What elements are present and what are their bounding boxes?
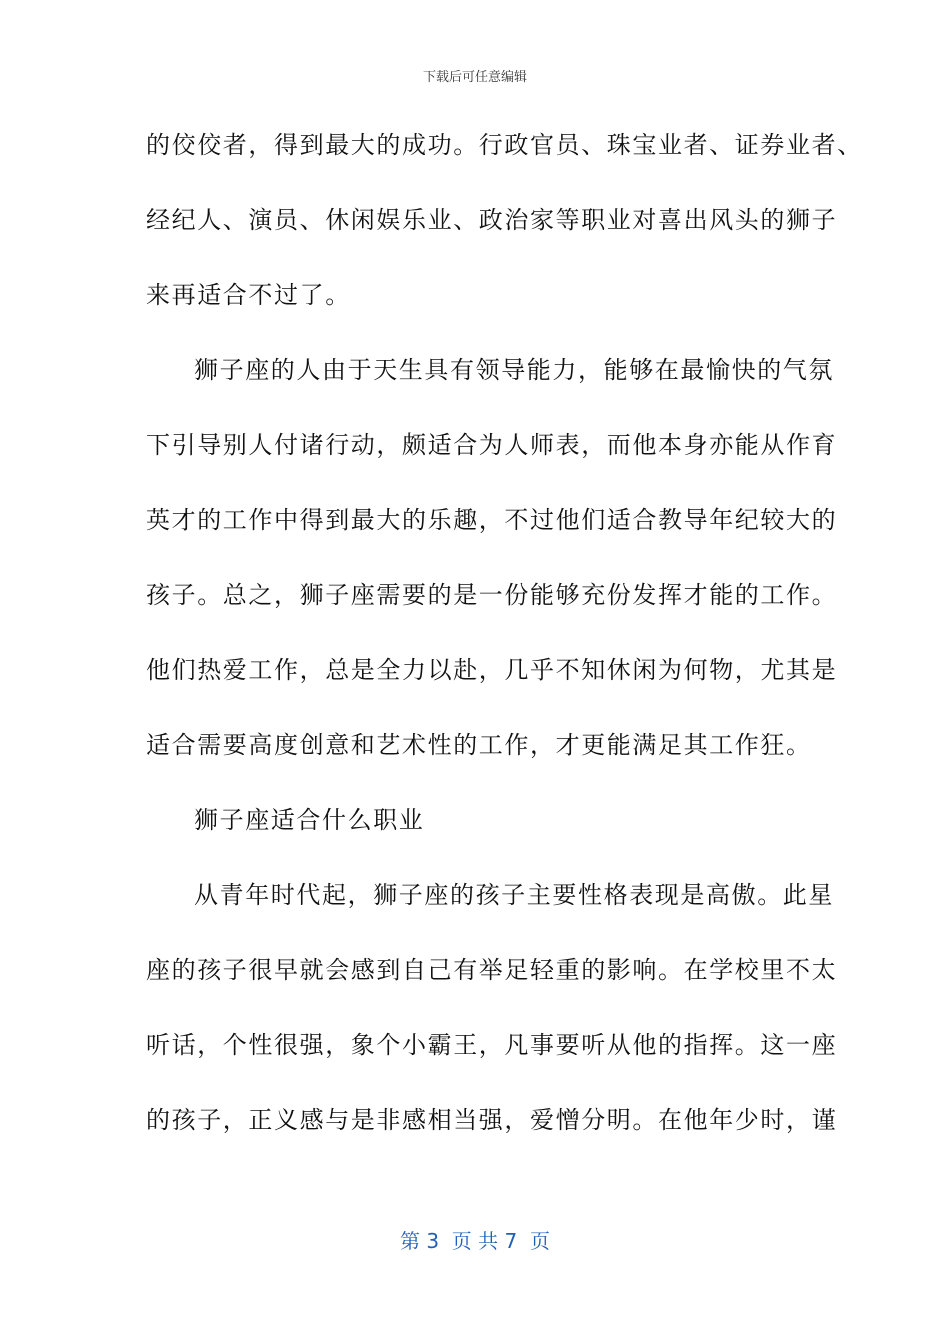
paragraph-line: 经纪人、演员、休闲娱乐业、政治家等职业对喜出风头的狮子 <box>146 206 838 234</box>
paragraph-line: 狮子座的人由于天生具有领导能力，能够在最愉快的气氛 <box>194 356 834 384</box>
section-heading: 狮子座适合什么职业 <box>194 806 425 834</box>
paragraph-line: 座的孩子很早就会感到自己有举足轻重的影响。在学校里不太 <box>146 956 838 984</box>
paragraph-line: 的孩子，正义感与是非感相当强，爱憎分明。在他年少时，谨 <box>146 1106 838 1134</box>
paragraph-line: 英才的工作中得到最大的乐趣，不过他们适合教导年纪较大的 <box>146 506 838 534</box>
paragraph-line: 从青年时代起，狮子座的孩子主要性格表现是高傲。此星 <box>194 881 834 909</box>
paragraph-line: 他们热爱工作，总是全力以赴，几乎不知休闲为何物，尤其是 <box>146 656 838 684</box>
paragraph-line: 适合需要高度创意和艺术性的工作，才更能满足其工作狂。 <box>146 731 812 759</box>
page-header: 下载后可任意编辑 <box>422 70 527 85</box>
paragraph-line: 下引导别人付诸行动，颇适合为人师表，而他本身亦能从作育 <box>146 431 838 459</box>
paragraph-line: 听话，个性很强，象个小霸王，凡事要听从他的指挥。这一座 <box>146 1031 838 1059</box>
paragraph-line: 的佼佼者，得到最大的成功。行政官员、珠宝业者、证券业者、 <box>146 131 863 159</box>
paragraph-line: 孩子。总之，狮子座需要的是一份能够充份发挥才能的工作。 <box>146 581 838 609</box>
paragraph-line: 来再适合不过了。 <box>146 281 351 309</box>
page-number-footer: 第 3 页 共 7 页 <box>400 1229 550 1253</box>
